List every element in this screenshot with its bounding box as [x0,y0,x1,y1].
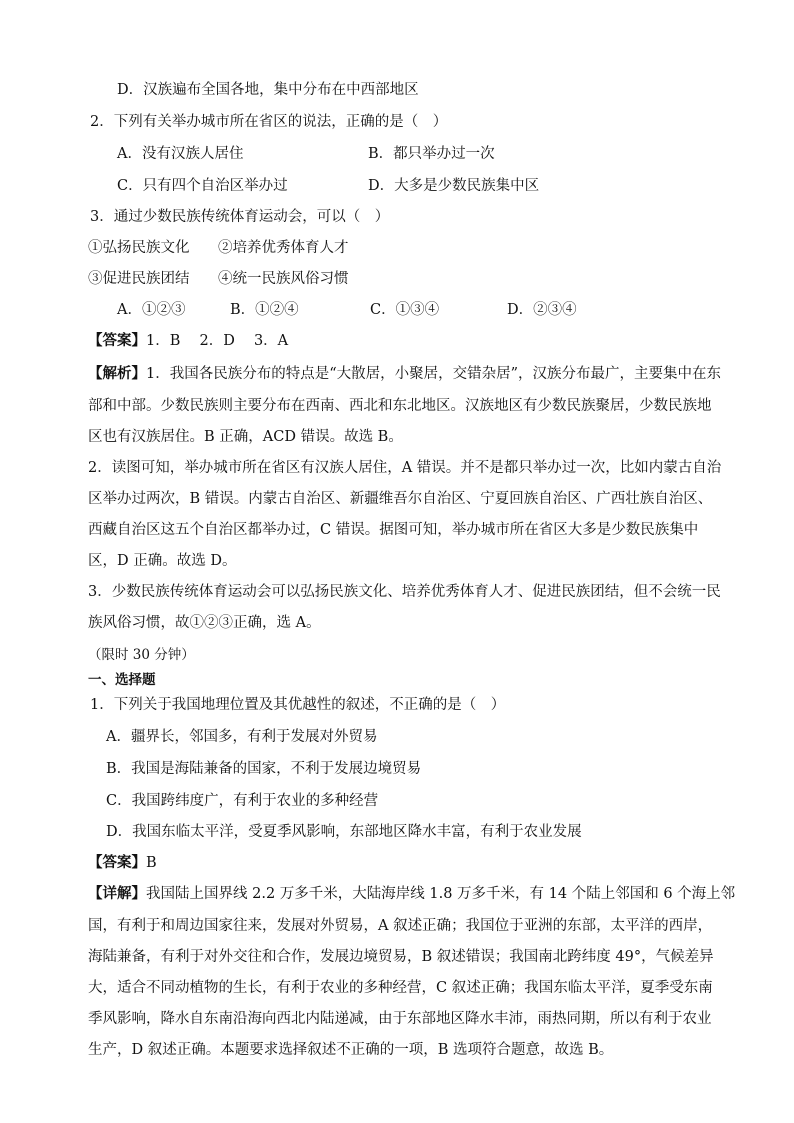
answer-label: 【答案】 [88,854,146,871]
q3-option-b: B．①②④ [230,302,299,318]
answer-label: 【答案】 [88,332,146,349]
analysis-line-2: 部和中部。少数民族则主要分布在西南、西北和东北地区。汉族地区有少数民族聚居，少数民族地 [88,398,712,414]
q3-item-3: ③促进民族团结 [88,271,190,287]
analysis-line-6: 西藏自治区这五个自治区都举办过，C 错误。据图可知，举办城市所在省区大多是少数民族集中 [88,522,699,538]
analysis-label: 【解析】 [88,365,146,382]
detail-line-6: 生产，D 叙述正确。本题要求选择叙述不正确的一项，B 选项符合题意，故选 B。 [88,1042,614,1058]
detail-line-1 [88,884,735,904]
q2-stem: 2．下列有关举办城市所在省区的说法，正确的是（ ） [90,114,448,130]
new-q1-option-d: D．我国东临太平洋，受夏季风影响，东部地区降水丰富，有利于农业发展 [106,824,582,840]
q3-option-c: C．①③④ [370,302,440,318]
answer-block-1 [88,331,288,351]
answer-text: B [146,855,157,871]
detail-line-4: 大，适合不同动植物的生长，有利于农业的多种经营，C 叙述正确；我国东临太平洋，夏季受东南 [88,980,713,996]
analysis-line-8: 3．少数民族传统体育运动会可以弘扬民族文化、培养优秀体育人才、促进民族团结，但不会统一民 [88,584,721,600]
q2-option-c: C．只有四个自治区举办过 [117,178,288,194]
analysis-line-1 [88,364,721,384]
answer-text: 1．B 2．D 3．A [146,333,289,349]
new-q1-option-b: B．我国是海陆兼备的国家，不利于发展边境贸易 [106,761,422,777]
q3-option-a: A．①②③ [117,302,186,318]
q3-item-2: ②培养优秀体育人才 [218,240,349,256]
q2-option-a: A．没有汉族人居住 [117,146,244,162]
new-q1-option-a: A．疆界长，邻国多，有利于发展对外贸易 [106,729,378,745]
analysis-line-5: 区举办过两次，B 错误。内蒙古自治区、新疆维吾尔自治区、宁夏回族自治区、广西壮族自治区、 [88,491,713,507]
q3-options [117,300,717,320]
analysis-line-9: 族风俗习惯，故①②③正确，选 A。 [88,615,321,631]
new-q1-stem: 1．下列关于我国地理位置及其优越性的叙述，不正确的是（ ） [90,697,506,713]
analysis-line-3: 区也有汉族居住。B 正确，ACD 错误。故选 B。 [88,429,403,445]
time-limit: （限时 30 分钟） [88,647,195,663]
q2-option-b: B．都只举办过一次 [368,146,495,162]
q3-option-d: D．②③④ [507,302,577,318]
analysis-line-4: 2．读图可知，举办城市所在省区有汉族人居住，A 错误。并不是都只举办过一次，比如内蒙古自治 [88,460,722,476]
q3-item-4: ④统一民族风俗习惯 [218,271,349,287]
q3-items-row1 [88,238,688,258]
q3-stem: 3．通过少数民族传统体育运动会，可以（ ） [90,209,390,225]
answer-block-2 [88,853,157,873]
q1-option-d: D．汉族遍布全国各地，集中分布在中西部地区 [117,82,419,98]
analysis-text: 1．我国各民族分布的特点是“大散居，小聚居，交错杂居”，汉族分布最广，主要集中在东 [146,366,722,382]
detail-line-2: 国，有利于和周边国家往来，发展对外贸易，A 叙述正确；我国位于亚洲的东部，太平洋的西岸， [88,918,713,934]
detail-text: 我国陆上国界线 2.2 万多千米，大陆海岸线 1.8 万多千米，有 14 个陆上邻国和 6 个海上邻 [146,886,736,902]
q2-options-row1 [117,144,717,164]
q2-option-d: D．大多是少数民族集中区 [368,178,540,194]
section-title: 一、选择题 [88,672,156,688]
q3-items-row2 [88,269,688,289]
new-q1-option-c: C．我国跨纬度广，有利于农业的多种经营 [106,793,379,809]
detail-line-3: 海陆兼备，有利于对外交往和合作，发展边境贸易，B 叙述错误；我国南北跨纬度 49°，气候差异 [88,949,714,965]
detail-label: 【详解】 [88,885,146,902]
analysis-line-7: 区，D 正确。故选 D。 [88,553,237,569]
q3-item-1: ①弘扬民族文化 [88,240,190,256]
detail-line-5: 季风影响，降水自东南沿海向西北内陆递减，由于东部地区降水丰沛，雨热同期，所以有利于农业 [88,1011,712,1027]
q2-options-row2 [117,176,717,196]
